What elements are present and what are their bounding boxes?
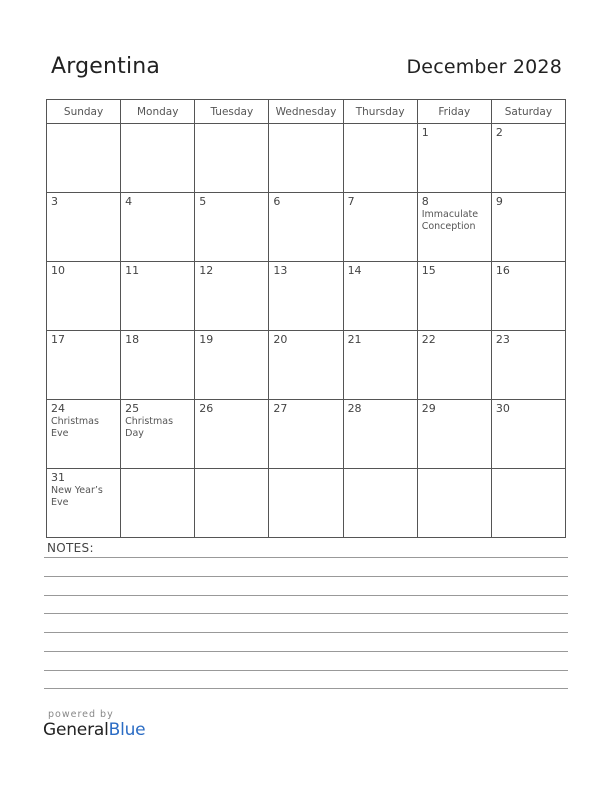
day-cell bbox=[343, 469, 417, 538]
brand-general: General bbox=[43, 720, 109, 740]
notes-line bbox=[44, 576, 568, 577]
day-number: 14 bbox=[347, 264, 362, 277]
day-number: 16 bbox=[495, 264, 510, 277]
day-cell bbox=[269, 400, 343, 469]
week-row bbox=[47, 331, 566, 400]
day-number: 31 bbox=[51, 471, 65, 484]
day-cell bbox=[121, 193, 195, 262]
day-cell bbox=[417, 469, 491, 538]
day-cell bbox=[47, 262, 121, 331]
day-cell bbox=[491, 262, 565, 331]
day-number: 18 bbox=[125, 333, 140, 346]
day-number: 21 bbox=[347, 333, 362, 346]
day-cell bbox=[417, 124, 491, 193]
week-row bbox=[47, 400, 566, 469]
day-cell bbox=[491, 400, 565, 469]
week-row bbox=[47, 124, 566, 193]
weekday-header: Friday bbox=[417, 100, 491, 124]
day-cell bbox=[343, 124, 417, 193]
weekday-header: Tuesday bbox=[195, 100, 269, 124]
day-cell bbox=[195, 193, 269, 262]
day-number: 15 bbox=[421, 264, 436, 277]
day-cell bbox=[343, 193, 417, 262]
day-number: 12 bbox=[199, 264, 214, 277]
day-number: 26 bbox=[199, 402, 214, 415]
calendar-grid bbox=[46, 99, 566, 538]
weekday-header-row bbox=[47, 100, 566, 124]
notes-line bbox=[44, 651, 568, 652]
day-number: 11 bbox=[125, 264, 140, 277]
day-number: 8 bbox=[421, 195, 429, 208]
brand-blue: Blue bbox=[108, 720, 146, 740]
brand-logo bbox=[43, 720, 145, 740]
day-cell bbox=[121, 262, 195, 331]
day-cell bbox=[417, 262, 491, 331]
country-title: Argentina bbox=[51, 54, 161, 79]
day-number: 2 bbox=[495, 126, 503, 139]
day-number: 9 bbox=[495, 195, 503, 208]
day-number: 6 bbox=[273, 195, 281, 208]
notes-line bbox=[44, 632, 568, 633]
day-number: 24 bbox=[51, 402, 65, 415]
weekday-header: Wednesday bbox=[269, 100, 343, 124]
day-cell bbox=[491, 124, 565, 193]
day-number: 5 bbox=[199, 195, 207, 208]
day-number: 10 bbox=[51, 264, 65, 277]
day-number: 4 bbox=[125, 195, 133, 208]
day-cell bbox=[195, 331, 269, 400]
holiday-label: Christmas Eve bbox=[51, 416, 99, 439]
day-cell bbox=[417, 193, 491, 262]
day-number: 19 bbox=[199, 333, 214, 346]
day-cell bbox=[47, 400, 121, 469]
week-row bbox=[47, 193, 566, 262]
weekday-header: Saturday bbox=[491, 100, 565, 124]
day-number: 3 bbox=[51, 195, 58, 208]
day-cell bbox=[269, 262, 343, 331]
weekday-header: Thursday bbox=[343, 100, 417, 124]
day-number: 20 bbox=[273, 333, 288, 346]
day-cell bbox=[47, 331, 121, 400]
day-cell bbox=[47, 124, 121, 193]
weekday-header: Monday bbox=[121, 100, 195, 124]
holiday-label: New Year’s Eve bbox=[51, 485, 103, 508]
day-number: 17 bbox=[51, 333, 65, 346]
day-number: 13 bbox=[273, 264, 288, 277]
day-cell bbox=[343, 400, 417, 469]
week-row bbox=[47, 469, 566, 538]
holiday-label: Immaculate Conception bbox=[421, 209, 479, 232]
day-cell bbox=[195, 469, 269, 538]
day-cell bbox=[343, 262, 417, 331]
day-number: 29 bbox=[421, 402, 436, 415]
week-row bbox=[47, 262, 566, 331]
weekday-header: Sunday bbox=[47, 100, 121, 124]
month-title: December 2028 bbox=[406, 56, 562, 78]
day-cell bbox=[47, 193, 121, 262]
day-cell bbox=[269, 469, 343, 538]
day-number: 28 bbox=[347, 402, 362, 415]
day-cell bbox=[343, 331, 417, 400]
day-number: 7 bbox=[347, 195, 355, 208]
powered-by-text: powered by bbox=[48, 709, 114, 720]
day-cell bbox=[121, 469, 195, 538]
day-number: 25 bbox=[125, 402, 140, 415]
day-number: 22 bbox=[421, 333, 436, 346]
day-cell bbox=[121, 124, 195, 193]
day-number: 30 bbox=[495, 402, 510, 415]
day-number: 27 bbox=[273, 402, 288, 415]
day-cell bbox=[121, 331, 195, 400]
notes-line bbox=[44, 595, 568, 596]
day-number: 23 bbox=[495, 333, 510, 346]
day-number: 1 bbox=[421, 126, 429, 139]
day-cell bbox=[121, 400, 195, 469]
day-cell bbox=[417, 331, 491, 400]
day-cell bbox=[269, 193, 343, 262]
notes-line bbox=[44, 688, 568, 689]
day-cell bbox=[195, 262, 269, 331]
day-cell bbox=[491, 469, 565, 538]
notes-line bbox=[44, 557, 568, 558]
notes-line bbox=[44, 670, 568, 671]
day-cell bbox=[417, 400, 491, 469]
day-cell bbox=[195, 400, 269, 469]
day-cell bbox=[269, 331, 343, 400]
day-cell bbox=[195, 124, 269, 193]
day-cell bbox=[47, 469, 121, 538]
notes-line bbox=[44, 613, 568, 614]
day-cell bbox=[269, 124, 343, 193]
notes-label: NOTES: bbox=[47, 541, 94, 555]
holiday-label: Christmas Day bbox=[125, 416, 174, 439]
day-cell bbox=[491, 193, 565, 262]
day-cell bbox=[491, 331, 565, 400]
